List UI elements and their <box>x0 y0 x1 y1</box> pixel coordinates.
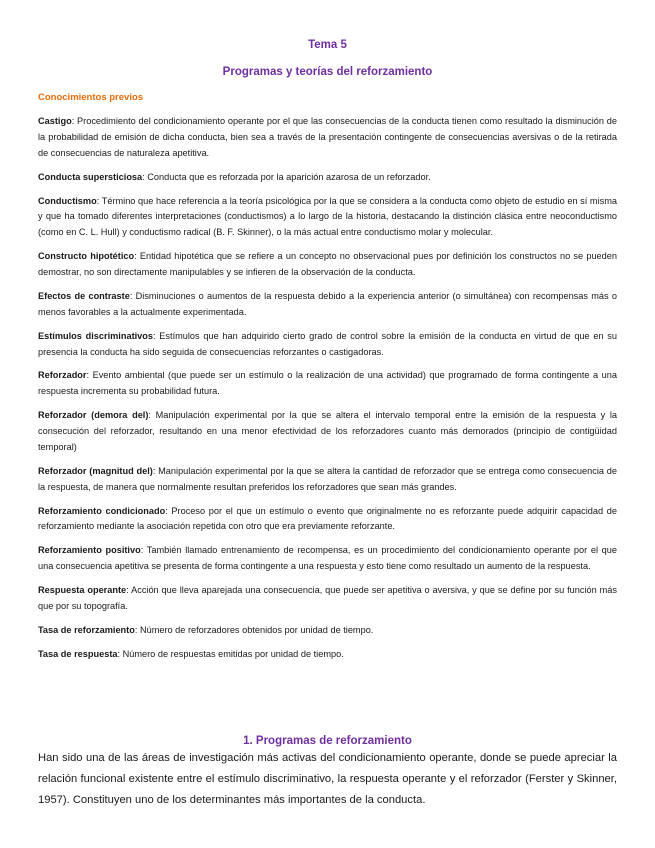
glossary-term: Reforzador (magnitud del) <box>38 465 153 476</box>
glossary-definition: Manipulación experimental por la que se altera la cantidad de reforzador que se entrega como consecuencia de la respuesta, de manera que normalmente resultan preferidos los reforzadores que sean más grandes. <box>38 465 617 492</box>
glossary-entry: Conducta supersticiosa: Conducta que es reforzada por la aparición azarosa de un reforzador. <box>38 171 431 182</box>
glossary-term: Respuesta operante <box>38 585 127 596</box>
glossary-term: Reforzador <box>38 370 87 381</box>
glossary-definition: Número de reforzadores obtenidos por unidad de tiempo. <box>139 624 374 635</box>
glossary-entry: Reforzador (demora del): Manipulación experimental por la que se altera el intervalo temporal entre la emisión de la respuesta y la consecución del reforzador, resultando en una menor efectividad de los reforzadores cuanto más demorados (principio de contigüidad temporal) <box>38 410 618 452</box>
glossary-definition: Acción que lleva aparejada una consecuencia, que puede ser apetitiva o aversiva, y que se define por su función más que por su topografía. <box>38 585 617 611</box>
section-heading: 1. Programas de reforzamiento <box>243 734 412 747</box>
glossary <box>38 114 617 671</box>
glossary-entry: Reforzador (magnitud del): Manipulación experimental por la que se altera la cantidad de reforzador que se entrega como consecuencia de la respuesta, de manera que normalmente resultan preferidos los reforzadores que sean más grandes. <box>38 465 617 492</box>
glossary-definition: Entidad hipotética que se refiere a un concepto no observacional pues por definición los constructos no se pueden demostrar, no son directamente manipulables y se infieren de la observación de la conducta. <box>38 251 617 277</box>
page-subtitle: Programas y teorías del reforzamiento <box>222 66 433 78</box>
glossary-term: Efectos de contraste <box>38 290 130 301</box>
glossary-entry: Respuesta operante: Acción que lleva aparejada una consecuencia, que puede ser apetitiva o aversiva, y que se define por su función más que por su topografía. <box>38 585 617 611</box>
glossary-definition: Manipulación experimental por la que se altera el intervalo temporal entre la emisión de la respuesta y la consecución del reforzador, resultando en una menor efectividad de los reforzadores cuanto más demorados (principio de contigüidad temporal) <box>38 410 618 452</box>
glossary-definition: Estímulos que han adquirido cierto grado de control sobre la emisión de la conducta en virtud de que en su presencia la conducta ha sido seguida de consecuencias reforzantes o castigadoras. <box>38 330 617 357</box>
glossary-term: Constructo hipotético <box>38 251 135 262</box>
glossary-definition: Número de respuestas emitidas por unidad de tiempo. <box>122 648 344 659</box>
glossary-term: Estímulos discriminativos <box>38 330 154 341</box>
glossary-term: Reforzamiento condicionado <box>38 505 166 516</box>
glossary-definition: También llamado entrenamiento de recompensa, es un procedimiento del condicionamiento operante por el que una consecuencia apetitiva se presenta de forma contingente a una respuesta y esto tiene como resultado un aumento de la respuesta. <box>38 545 617 572</box>
glossary-term: Tasa de reforzamiento <box>38 624 135 635</box>
glossary-definition: Término que hace referencia a la teoría psicológica por la que se considera a la conducta como objeto de estudio en sí misma y que ha tomado diferentes interpretaciones (conductismos) a lo largo de la historia, destacando la distinción clásica entre neoconductismo (como en C. L. Hull) y conductismo radical (B. F. Skinner), o la más actual entre conductismo molar y molecular. <box>38 195 617 238</box>
glossary-entry: Conductismo: Término que hace referencia a la teoría psicológica por la que se considera a la conducta como objeto de estudio en sí misma y que ha tomado diferentes interpretaciones (conductismos) a lo largo de la historia, destacando la distinción clásica entre neoconductismo (como en C. L. Hull) y conductismo radical (B. F. Skinner), o la más actual entre conductismo molar y molecular. <box>38 195 617 238</box>
page-title: Tema 5 <box>308 39 347 51</box>
glossary-entry: Reforzador: Evento ambiental (que puede ser un estímulo o la realización de una actividad) que programado de forma contingente a una respuesta incrementa su probabilidad futura. <box>38 370 617 397</box>
glossary-entry: Tasa de respuesta: Número de respuestas emitidas por unidad de tiempo. <box>38 648 344 659</box>
glossary-definition: Evento ambiental (que puede ser un estímulo o la realización de una actividad) que programado de forma contingente a una respuesta incrementa su probabilidad futura. <box>38 370 617 397</box>
glossary-entry: Castigo: Procedimiento del condicionamiento operante por el que las consecuencias de la conducta tienen como resultado la disminución de la probabilidad de emisión de dicha conducta, bien sea a través de la presentación contingente de consecuencias aversivas o de la retirada de consecuencias de naturaleza apetitiva. <box>38 116 617 158</box>
glossary-definition: Proceso por el que un estímulo o evento que originalmente no es reforzante puede adquirir capacidad de reforzamiento mediante la asociación repetida con otro que era previamente reforzante. <box>38 505 617 532</box>
glossary-entry: Estímulos discriminativos: Estímulos que han adquirido cierto grado de control sobre la emisión de la conducta en virtud de que en su presencia la conducta ha sido seguida de consecuencias reforzantes o castigadoras. <box>38 330 617 357</box>
glossary-term: Reforzamiento positivo <box>38 545 141 556</box>
glossary-entry: Efectos de contraste: Disminuciones o aumentos de la respuesta debido a la experiencia anterior (o simultánea) con recompensas más o menos favorables a la actualmente experimentada. <box>38 290 617 317</box>
glossary-entry: Constructo hipotético: Entidad hipotética que se refiere a un concepto no observacional pues por definición los constructos no se pueden demostrar, no son directamente manipulables y se infieren de la observación de la conducta. <box>38 251 617 277</box>
glossary-entry: Reforzamiento positivo: También llamado entrenamiento de recompensa, es un procedimiento del condicionamiento operante por el que una consecuencia apetitiva se presenta de forma contingente a una respuesta y esto tiene como resultado un aumento de la respuesta. <box>38 545 617 572</box>
glossary-definition: Procedimiento del condicionamiento operante por el que las consecuencias de la conducta tienen como resultado la disminución de la probabilidad de emisión de dicha conducta, bien sea a través de la presentación contingente de consecuencias aversivas o de la retirada de consecuencias de naturaleza apetitiva. <box>38 116 617 158</box>
section-body: Han sido una de las áreas de investigación más activas del condicionamiento operante, donde se puede apreciar la relación funcional existente entre el estímulo discriminativo, la respuesta operante y el reforzador (Ferster y Skinner, 1957). Constituyen uno de los determinantes más importantes de la conducta. <box>38 752 617 806</box>
glossary-definition: Disminuciones o aumentos de la respuesta debido a la experiencia anterior (o simultánea) con recompensas más o menos favorables a la actualmente experimentada. <box>38 290 617 317</box>
glossary-term: Conductismo <box>38 195 97 206</box>
previous-knowledge-heading: Conocimientos previos <box>38 92 144 103</box>
glossary-definition: Conducta que es reforzada por la aparición azarosa de un reforzador. <box>147 171 431 182</box>
glossary-term: Reforzador (demora del) <box>38 410 149 421</box>
glossary-entry: Tasa de reforzamiento: Número de reforzadores obtenidos por unidad de tiempo. <box>38 624 374 635</box>
glossary-term: Tasa de respuesta <box>38 648 118 659</box>
glossary-entry: Reforzamiento condicionado: Proceso por el que un estímulo o evento que originalmente no es reforzante puede adquirir capacidad de reforzamiento mediante la asociación repetida con otro que era previamente reforzante. <box>38 505 617 532</box>
glossary-term: Conducta supersticiosa <box>38 171 143 182</box>
glossary-term: Castigo <box>38 116 72 126</box>
